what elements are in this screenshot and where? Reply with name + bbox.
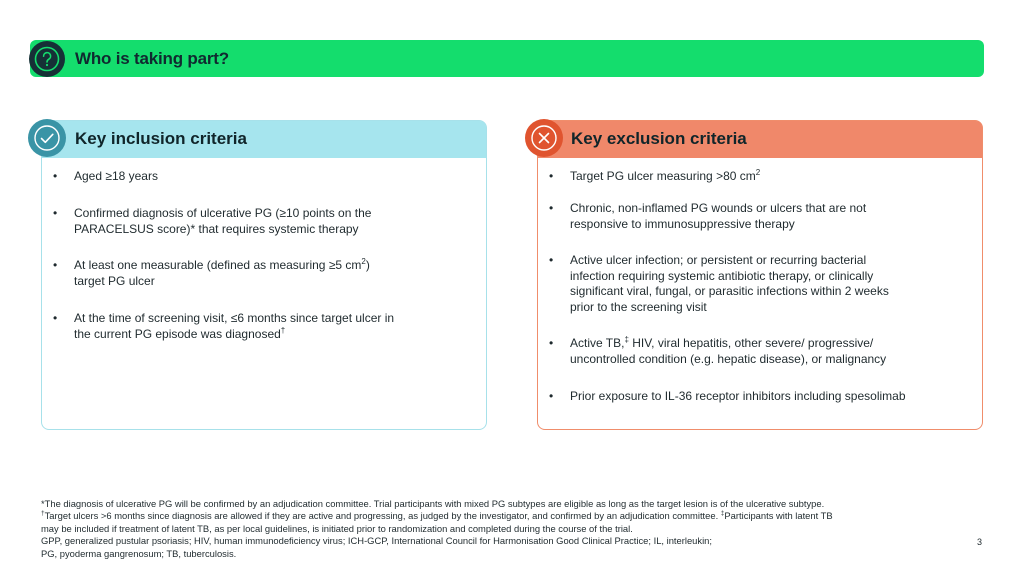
inclusion-item: • At least one measurable (defined as measuring ≥5 $cm^2$) target PG ulcer	[53, 257, 370, 288]
inclusion-item: • Aged ≥18 years	[53, 169, 158, 183]
check-circle-icon	[28, 119, 66, 157]
footnote-line: †Target ulcers >6 months since diagnosis are allowed if they are active and progressing, as judged by the investigator, and confirmed by an adjudication committee. ‡Participants with latent TB	[41, 510, 833, 522]
page-number: 3	[977, 537, 983, 547]
x-circle-icon	[525, 119, 563, 157]
question-icon	[29, 41, 65, 77]
inclusion-item: • Confirmed diagnosis of ulcerative PG (≥10 points on the PARACELSUS score)* that requires systemic therapy	[53, 206, 372, 236]
inclusion-header	[42, 121, 486, 158]
exclusion-title: Key exclusion criteria	[571, 129, 747, 148]
footnotes	[41, 498, 991, 560]
footnote-line: GPP, generalized pustular psoriasis; HIV, human immunodeficiency virus; ICH-GCP, International Council for Harmonisation Good Clinical Practice; IL, interleukin;	[41, 535, 712, 547]
inclusion-item: • At the time of screening visit, ≤6 months since target ulcer in the current PG episode was diagnosed†	[53, 311, 395, 341]
inclusion-title: Key inclusion criteria	[75, 129, 247, 148]
exclusion-item: • Active ulcer infection; or persistent or recurring bacterial infection requiring systemic antibiotic therapy, or clinically significant viral, fungal, or parasitic infections within 2 weeks prior to the screening visit	[549, 253, 889, 314]
exclusion-header	[538, 121, 982, 158]
footnote-line: PG, pyoderma gangrenosum; TB, tuberculosis.	[41, 547, 237, 559]
exclusion-item: • Chronic, non-inflamed PG wounds or ulcers that are not responsive to immunosuppressive therapy	[549, 201, 867, 231]
exclusion-item: • Target PG ulcer measuring >80 $cm^2$	[549, 168, 761, 183]
page-title: Who is taking part?	[75, 49, 229, 68]
footnote-line: *The diagnosis of ulcerative PG will be confirmed by an adjudication committee. Trial participants with mixed PG subtypes are eligible as long as the target lesion is of the ulcerative subtype.	[41, 498, 825, 509]
exclusion-item: • Prior exposure to IL-36 receptor inhibitors including spesolimab	[549, 389, 906, 403]
exclusion-item: • Active TB,‡ HIV, viral hepatitis, other severe/ progressive/ uncontrolled condition (e.g. hepatic disease), or malignancy	[549, 335, 887, 366]
footnote-line: may be included if treatment of latent TB, as per local guidelines, is initiated prior to randomization and completed during the course of the trial.	[41, 522, 633, 534]
